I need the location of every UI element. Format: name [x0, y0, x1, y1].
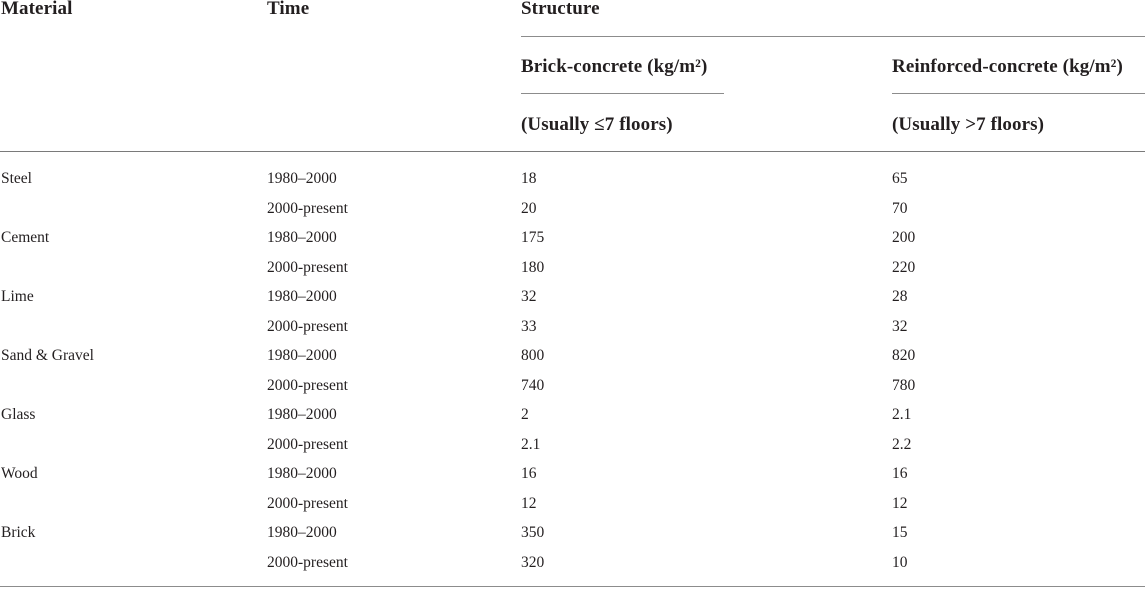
cell-reinforced-concrete: 2.1	[892, 406, 912, 423]
cell-time: 2000-present	[267, 317, 348, 335]
cell-time: 2000-present	[267, 258, 348, 276]
header-reinforced-concrete: Reinforced-concrete (kg/m²)	[892, 56, 1123, 77]
cell-brick-concrete: 350	[521, 524, 545, 541]
cell-material: Wood	[1, 465, 38, 482]
cell-material: Brick	[1, 524, 36, 541]
header-reinforced-concrete-note: (Usually >7 floors)	[892, 114, 1045, 135]
cell-time: 2000-present	[267, 199, 348, 217]
header-brick-concrete-note: (Usually ≤7 floors)	[521, 114, 673, 135]
cell-reinforced-concrete: 32	[892, 317, 908, 335]
cell-time: 2000-present	[267, 553, 348, 571]
cell-reinforced-concrete: 16	[892, 465, 908, 482]
cell-time: 2000-present	[267, 494, 348, 512]
cell-brick-concrete: 2.1	[521, 435, 541, 453]
cell-reinforced-concrete: 10	[892, 553, 908, 571]
cell-brick-concrete: 33	[521, 317, 537, 335]
cell-time: 2000-present	[267, 376, 348, 394]
cell-time: 2000-present	[267, 435, 348, 453]
cell-time: 1980–2000	[267, 170, 337, 187]
header-time: Time	[267, 0, 310, 19]
cell-brick-concrete: 18	[521, 170, 537, 187]
table-bottom-rule	[0, 586, 1145, 587]
cell-brick-concrete: 16	[521, 465, 537, 482]
cell-reinforced-concrete: 70	[892, 199, 908, 217]
cell-brick-concrete: 800	[521, 347, 545, 364]
structure-rule	[521, 36, 1145, 37]
cell-brick-concrete: 32	[521, 288, 537, 305]
cell-brick-concrete: 740	[521, 376, 545, 394]
cell-time: 1980–2000	[267, 524, 337, 541]
cell-material: Glass	[1, 406, 36, 423]
header-material: Material	[1, 0, 73, 19]
header-bottom-rule	[0, 151, 1145, 152]
cell-reinforced-concrete: 2.2	[892, 435, 912, 453]
cell-time: 1980–2000	[267, 229, 337, 246]
brick-concrete-rule	[521, 93, 724, 94]
cell-reinforced-concrete: 12	[892, 494, 908, 512]
cell-reinforced-concrete: 820	[892, 347, 916, 364]
cell-reinforced-concrete: 200	[892, 229, 916, 246]
header-structure: Structure	[521, 0, 600, 19]
cell-time: 1980–2000	[267, 288, 337, 305]
cell-brick-concrete: 175	[521, 229, 545, 246]
cell-brick-concrete: 12	[521, 494, 537, 512]
cell-reinforced-concrete: 28	[892, 288, 908, 305]
cell-reinforced-concrete: 780	[892, 376, 916, 394]
cell-brick-concrete: 320	[521, 553, 545, 571]
cell-time: 1980–2000	[267, 465, 337, 482]
cell-brick-concrete: 180	[521, 258, 545, 276]
cell-brick-concrete: 20	[521, 199, 537, 217]
cell-material: Sand & Gravel	[1, 347, 94, 364]
cell-reinforced-concrete: 220	[892, 258, 916, 276]
cell-time: 1980–2000	[267, 347, 337, 364]
cell-reinforced-concrete: 65	[892, 170, 908, 187]
reinforced-concrete-rule	[892, 93, 1145, 94]
cell-brick-concrete: 2	[521, 406, 529, 423]
cell-time: 1980–2000	[267, 406, 337, 423]
cell-material: Steel	[1, 170, 32, 187]
cell-material: Lime	[1, 288, 34, 305]
cell-material: Cement	[1, 229, 50, 246]
header-brick-concrete: Brick-concrete (kg/m²)	[521, 56, 708, 77]
cell-reinforced-concrete: 15	[892, 524, 908, 541]
